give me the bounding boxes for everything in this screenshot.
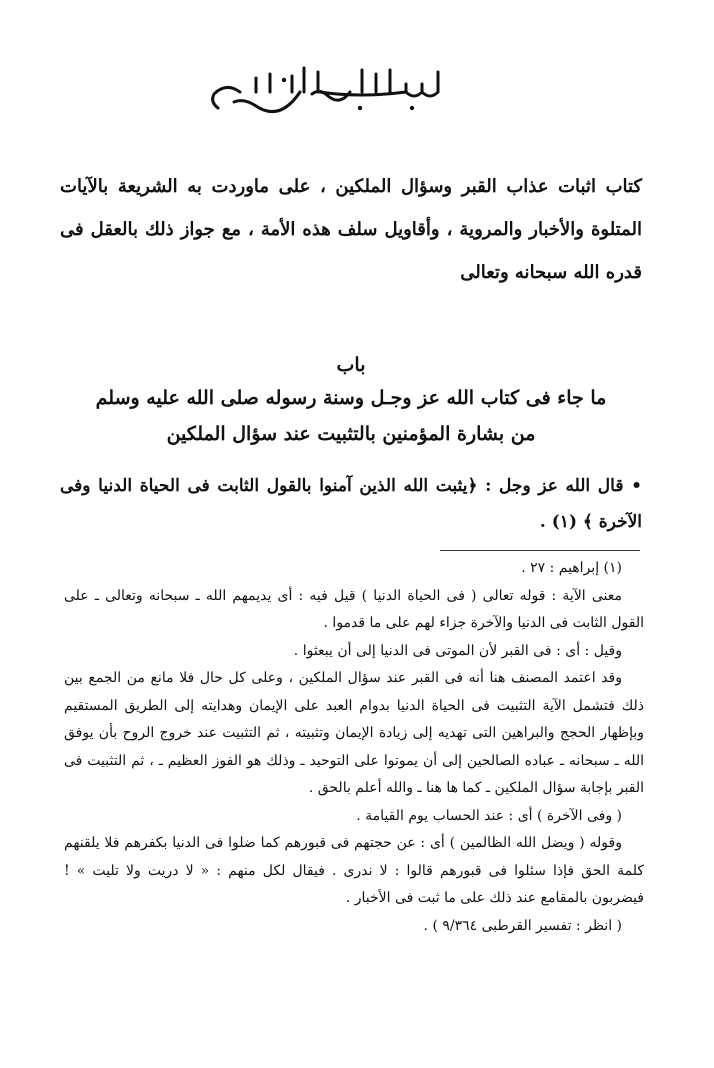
chapter-title-line-2: من بشارة المؤمنين بالتثبيت عند سؤال الملكين (166, 423, 536, 445)
footnote-paragraph: وقيل : أى : فى القبر لأن الموتى فى الدنيا إلى أن يبعثوا . (293, 642, 622, 659)
quran-verse-paragraph: • قال الله عز وجل : ﴿يثبت الله الذين آمنوا بالقول الثابت فى الحياة الدنيا وفى الآخرة ﴾ (١) . (60, 476, 642, 532)
book-intro: كتاب اثبات عذاب القبر وسؤال الملكين ، على ماوردت به الشريعة بالآيات المتلوة والأخبار والمروية ، وأقاويل سلف هذه الأمة ، مع جواز ذلك بالعقل فى قدره الله سبحانه وتعالى (60, 176, 642, 283)
chapter-title-line-1: ما جاء فى كتاب الله عز وجـل وسنة رسوله صلى الله عليه وسلم (95, 387, 607, 409)
footnote-paragraph: وقوله ( ويضل الله الظالمين ) أى : عن حجتهم فى قبورهم كما ضلوا فى الدنيا بكفرهم فلا يلقنهم كلمة الحق فإذا سئلوا فى قبورهم قالوا : لا ندرى . فيقال لكل منهم : « لا دريت ولا تليت » ! فيضربون بالمقامع عند ذلك على ما ثبت فى الأخبار . (64, 835, 644, 906)
footnote-divider (440, 550, 640, 551)
footnote-source: ( انظر : تفسير القرطبى ٩/٣٦٤ ) . (423, 917, 622, 934)
chapter-label: باب (336, 354, 366, 376)
footnotes (64, 555, 644, 940)
basmala-calligraphy (200, 62, 450, 132)
footnote-paragraph: وقد اعتمد المصنف هنا أنه فى القبر عند سؤال الملكين ، وعلى كل حال فلا مانع من الجمع بين ذلك فتشمل الآية التثبيت فى الحياة الدنيا بدوام العبد على الإيمان وهدايته إلى الطريق المستقيم وبإظهار الحجج والبراهين التى تهديه إلى زيادة الإيمان وتثبيته ، ثم التثبيت عند خروج الروح بأن يوفق الله ـ سبحانه ـ عباده الصالحين إلى أن يموتوا على التوحيد ـ وذلك هو الفوز العظيم ـ ، ثم التثبيت فى القبر بإجابة سؤال الملكين ـ كما ها هنا ـ والله أعلم بالحق . (64, 670, 644, 796)
footnote-paragraph: معنى الآية : قوله تعالى ( فى الحياة الدنيا ) قيل فيه : أى يديمهم الله ـ سبحانه وتعالى ـ على القول الثابت فى الدنيا والآخرة جزاء لهم على ما قدموا . (64, 587, 644, 631)
chapter-heading (60, 350, 642, 452)
footnote-paragraph: ( وفى الآخرة ) أى : عند الحساب يوم القيامة . (356, 807, 622, 824)
footnote-reference: (١) إبراهيم : ٢٧ . (521, 560, 622, 576)
